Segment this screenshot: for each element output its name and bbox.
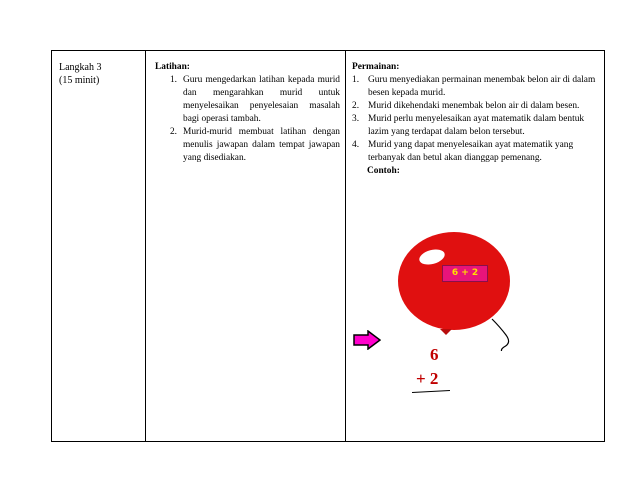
exercise-heading: Latihan: <box>155 62 190 72</box>
item-number: 4. <box>352 140 360 150</box>
answer-line <box>412 390 450 393</box>
item-text: Murid-murid membuat latihan dengan menulis jawapan dalam tempat jawapan yang disediakan. <box>183 127 340 163</box>
list-item <box>352 74 597 100</box>
duration-label: (15 minit) <box>59 75 100 86</box>
math-operand-bottom: + 2 <box>416 369 439 388</box>
exercise-column <box>155 61 340 165</box>
exercise-list <box>155 74 340 165</box>
example-label: Contoh: <box>367 166 400 176</box>
list-item <box>155 126 340 165</box>
list-item <box>352 113 597 139</box>
column-divider <box>345 51 346 441</box>
item-number: 2. <box>352 101 360 111</box>
item-number: 1. <box>352 75 360 85</box>
list-item <box>155 74 340 126</box>
item-text: Murid yang dapat menyelesaikan ayat matematik yang terbanyak dan betul akan dianggap pemenang. <box>368 140 574 163</box>
step-label: Langkah 3 <box>59 62 102 73</box>
step-column <box>59 61 139 87</box>
item-number: 2. <box>169 127 177 137</box>
item-text: Guru mengedarkan latihan kepada murid dan mengarahkan murid untuk menyelesaikan penyelesaian masalah bagi operasi tambah. <box>183 75 340 124</box>
item-text: Murid dikehendaki menembak belon air di dalam besen. <box>368 101 580 111</box>
balloon-label: 6 + 2 <box>442 265 488 282</box>
item-number: 3. <box>352 114 360 124</box>
lesson-table <box>51 50 605 442</box>
game-column <box>352 61 597 178</box>
column-divider <box>145 51 146 441</box>
item-text: Guru menyediakan permainan menembak belon air di dalam besen kepada murid. <box>368 75 596 98</box>
arrow-right-icon <box>353 330 381 350</box>
math-operand-top: 6 <box>430 345 439 364</box>
balloon-icon <box>392 231 522 351</box>
item-number: 1. <box>169 75 177 85</box>
item-text: Murid perlu menyelesaikan ayat matematik dalam bentuk lazim yang terdapat dalam belon tersebut. <box>368 114 585 137</box>
game-heading: Permainan: <box>352 62 400 72</box>
game-list <box>352 74 597 165</box>
list-item <box>352 139 597 165</box>
list-item <box>352 100 597 113</box>
